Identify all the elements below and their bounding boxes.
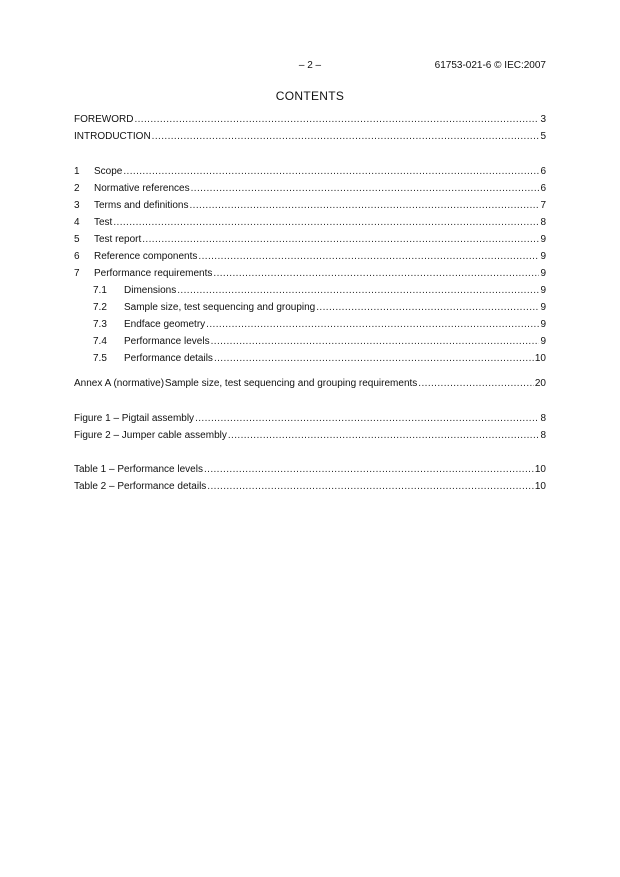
toc-entry-label: Reference components: [94, 251, 198, 262]
toc-entry-page: 9: [540, 251, 546, 262]
toc-entry-label: INTRODUCTION: [74, 131, 151, 142]
dot-leader: [204, 461, 534, 478]
toc-entry-reference-components[interactable]: [74, 248, 546, 265]
toc-entry-number: 2: [74, 183, 80, 194]
dot-leader: [190, 197, 540, 214]
toc-entry-performance-details[interactable]: [74, 350, 546, 367]
toc-entry-sample-size[interactable]: [74, 299, 546, 316]
toc-entry-page: 9: [540, 319, 546, 330]
toc-entry-figure-1[interactable]: [74, 410, 546, 427]
toc-entry-number: 5: [74, 234, 80, 245]
toc-annex: [74, 375, 546, 392]
toc-entry-label: Table 2 – Performance details: [74, 481, 207, 492]
dot-leader: [134, 111, 539, 128]
toc-entry-normative-references[interactable]: [74, 180, 546, 197]
toc-entry-label: Test report: [94, 234, 142, 245]
dot-leader: [198, 248, 539, 265]
toc-entry-performance-requirements[interactable]: [74, 265, 546, 282]
toc-entry-test[interactable]: [74, 214, 546, 231]
toc-entry-number: 3: [74, 200, 80, 211]
dot-leader: [123, 163, 539, 180]
toc-entry-label: Performance requirements: [94, 268, 213, 279]
toc-entry-page: 10: [534, 481, 546, 492]
dot-leader: [152, 128, 540, 145]
toc-entry-annex-a[interactable]: [74, 375, 546, 392]
toc-entry-number: 7.4: [93, 336, 107, 347]
toc-entry-number: 7.2: [93, 302, 107, 313]
toc-entry-label: Normative references: [94, 183, 190, 194]
annex-prefix: Annex A (normative): [74, 378, 165, 389]
dot-leader: [206, 316, 539, 333]
toc-entry-page: 9: [540, 336, 546, 347]
toc-entry-dimensions[interactable]: [74, 282, 546, 299]
toc-entry-number: 6: [74, 251, 80, 262]
toc-entry-label: Test: [94, 217, 113, 228]
toc-entry-test-report[interactable]: [74, 231, 546, 248]
toc-entry-number: 7.5: [93, 353, 107, 364]
dot-leader: [211, 333, 540, 350]
toc-entry-label: Sample size, test sequencing and grouping requirements: [164, 378, 418, 389]
toc-entry-page: 5: [540, 131, 546, 142]
toc-sections: [74, 163, 546, 367]
toc-entry-page: 3: [540, 114, 546, 125]
dot-leader: [113, 214, 539, 231]
toc-tables: [74, 461, 546, 495]
toc-entry-label: Sample size, test sequencing and grouping: [124, 302, 316, 313]
dot-leader: [418, 375, 534, 392]
toc-entry-page: 8: [540, 413, 546, 424]
toc-entry-introduction[interactable]: [74, 128, 546, 145]
toc-front-matter: [74, 111, 546, 145]
toc-entry-page: 9: [540, 302, 546, 313]
toc-entry-page: 10: [534, 464, 546, 475]
toc-figures: [74, 410, 546, 444]
toc-entry-label: Figure 1 – Pigtail assembly: [74, 413, 195, 424]
toc-entry-label: Dimensions: [124, 285, 177, 296]
dot-leader: [191, 180, 540, 197]
page-number: – 2 –: [298, 60, 322, 71]
dot-leader: [177, 282, 539, 299]
toc-entry-page: 20: [534, 378, 546, 389]
document-id: 61753-021-6 © IEC:2007: [434, 60, 546, 71]
toc-entry-page: 8: [540, 430, 546, 441]
toc-entry-number: 1: [74, 166, 80, 177]
toc-entry-page: 9: [540, 234, 546, 245]
toc-entry-scope[interactable]: [74, 163, 546, 180]
dot-leader: [214, 350, 534, 367]
toc-entry-label: Terms and definitions: [94, 200, 189, 211]
toc-entry-label: Table 1 – Performance levels: [74, 464, 203, 475]
toc-entry-number: 7: [74, 268, 80, 279]
toc-entry-page: 9: [540, 268, 546, 279]
toc-entry-label: Performance details: [124, 353, 213, 364]
dot-leader: [213, 265, 539, 282]
toc-entry-table-2[interactable]: [74, 478, 546, 495]
toc-entry-number: 4: [74, 217, 80, 228]
toc-entry-table-1[interactable]: [74, 461, 546, 478]
toc-entry-terms-and-definitions[interactable]: [74, 197, 546, 214]
dot-leader: [142, 231, 539, 248]
toc-entry-page: 6: [540, 183, 546, 194]
toc-entry-page: 8: [540, 217, 546, 228]
dot-leader: [228, 427, 540, 444]
toc-entry-foreword[interactable]: [74, 111, 546, 128]
toc-entry-label: Performance levels: [124, 336, 210, 347]
page-title: CONTENTS: [275, 89, 345, 103]
toc-entry-page: 6: [540, 166, 546, 177]
toc-entry-page: 7: [540, 200, 546, 211]
toc-entry-number: 7.1: [93, 285, 107, 296]
dot-leader: [316, 299, 539, 316]
toc-entry-number: 7.3: [93, 319, 107, 330]
toc-entry-endface-geometry[interactable]: [74, 316, 546, 333]
toc-entry-label: FOREWORD: [74, 114, 134, 125]
toc-entry-label: Scope: [94, 166, 123, 177]
toc-entry-figure-2[interactable]: [74, 427, 546, 444]
toc-entry-performance-levels[interactable]: [74, 333, 546, 350]
toc-entry-page: 10: [534, 353, 546, 364]
dot-leader: [207, 478, 534, 495]
toc-entry-page: 9: [540, 285, 546, 296]
toc-entry-label: Figure 2 – Jumper cable assembly: [74, 430, 227, 441]
dot-leader: [195, 410, 539, 427]
toc-entry-label: Endface geometry: [124, 319, 206, 330]
